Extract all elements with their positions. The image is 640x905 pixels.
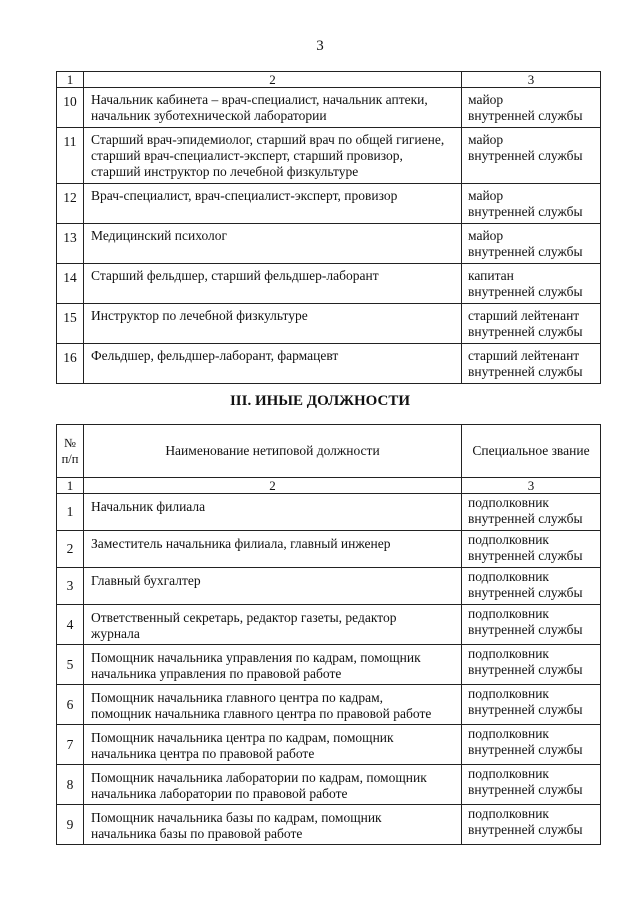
rank-line: майор <box>468 92 504 107</box>
row-number: 14 <box>57 264 84 304</box>
position-name-line: Помощник начальника центра по кадрам, помощник <box>91 730 394 745</box>
special-rank <box>462 568 601 605</box>
position-name <box>84 184 462 224</box>
position-name-line: начальник зуботехнической лаборатории <box>91 108 327 123</box>
row-number: 16 <box>57 344 84 384</box>
rank-line: подполковник <box>468 569 549 584</box>
special-rank <box>462 344 601 384</box>
position-name <box>84 765 462 805</box>
position-name-line: Помощник начальника базы по кадрам, помощник <box>91 810 382 825</box>
row-number: 2 <box>57 531 84 568</box>
position-name-line: Ответственный секретарь, редактор газеты, редактор <box>91 610 397 625</box>
row-number: 6 <box>57 685 84 725</box>
special-rank <box>462 88 601 128</box>
position-name-line: Врач-специалист, врач-специалист-эксперт, провизор <box>91 188 398 203</box>
column-header-position: Наименование нетиповой должности <box>84 425 462 478</box>
rank-line: майор <box>468 188 504 203</box>
position-name-line: Помощник начальника лаборатории по кадрам, помощник <box>91 770 427 785</box>
position-name-line: Старший фельдшер, старший фельдшер-лаборант <box>91 268 379 283</box>
row-number: 8 <box>57 765 84 805</box>
position-name <box>84 605 462 645</box>
rank-line: подполковник <box>468 686 549 701</box>
position-name-line: начальника лаборатории по правовой работе <box>91 786 348 801</box>
position-name-line: Начальник кабинета – врач-специалист, начальник аптеки, <box>91 92 428 107</box>
table-row <box>57 264 601 304</box>
rank-line: подполковник <box>468 606 549 621</box>
position-name-line: Заместитель начальника филиала, главный инженер <box>91 536 391 551</box>
rank-line: подполковник <box>468 766 549 781</box>
position-name-line: журнала <box>91 626 140 641</box>
table-row <box>57 531 601 568</box>
position-name <box>84 531 462 568</box>
column-number: 2 <box>84 72 462 88</box>
column-number: 3 <box>462 72 601 88</box>
row-number: 15 <box>57 304 84 344</box>
rank-line: внутренней службы <box>468 662 583 677</box>
ranks-table-continued <box>56 71 601 384</box>
position-name <box>84 88 462 128</box>
row-number: 9 <box>57 805 84 845</box>
column-number: 3 <box>462 478 601 494</box>
table-row <box>57 765 601 805</box>
row-number: 12 <box>57 184 84 224</box>
position-name-line: Медицинский психолог <box>91 228 228 243</box>
column-header-row <box>57 425 601 478</box>
rank-line: внутренней службы <box>468 822 583 837</box>
row-number: 3 <box>57 568 84 605</box>
position-name-line: Инструктор по лечебной физкультуре <box>91 308 308 323</box>
table-row <box>57 304 601 344</box>
table-row <box>57 344 601 384</box>
special-rank <box>462 264 601 304</box>
rank-line: внутренней службы <box>468 742 583 757</box>
table-row <box>57 605 601 645</box>
position-name-line: Помощник начальника главного центра по кадрам, <box>91 690 384 705</box>
rank-line: подполковник <box>468 806 549 821</box>
rank-line: старший лейтенант <box>468 348 580 363</box>
header-line: № <box>64 436 76 450</box>
rank-line: внутренней службы <box>468 324 583 339</box>
rank-line: внутренней службы <box>468 622 583 637</box>
rank-line: майор <box>468 228 504 243</box>
rank-line: внутренней службы <box>468 148 583 163</box>
column-number: 1 <box>57 72 84 88</box>
position-name-line: Старший врач-эпидемиолог, старший врач по общей гигиене, <box>91 132 445 147</box>
position-name <box>84 344 462 384</box>
column-number: 2 <box>84 478 462 494</box>
table-row <box>57 88 601 128</box>
header-line: п/п <box>61 452 79 466</box>
column-header-number <box>57 425 84 478</box>
special-rank <box>462 685 601 725</box>
table-row <box>57 224 601 264</box>
special-rank <box>462 304 601 344</box>
rank-line: внутренней службы <box>468 204 583 219</box>
rank-line: внутренней службы <box>468 702 583 717</box>
position-name <box>84 685 462 725</box>
rank-line: подполковник <box>468 726 549 741</box>
rank-line: капитан <box>468 268 514 283</box>
special-rank <box>462 645 601 685</box>
position-name-line: Помощник начальника управления по кадрам, помощник <box>91 650 421 665</box>
row-number: 4 <box>57 605 84 645</box>
row-number: 1 <box>57 494 84 531</box>
table-row <box>57 805 601 845</box>
column-header-rank: Специальное звание <box>462 425 601 478</box>
position-name-line: старший инструктор по лечебной физкультуре <box>91 164 359 179</box>
position-name-line: начальника базы по правовой работе <box>91 826 303 841</box>
special-rank <box>462 531 601 568</box>
row-number: 5 <box>57 645 84 685</box>
rank-line: внутренней службы <box>468 782 583 797</box>
row-number: 11 <box>57 128 84 184</box>
special-rank <box>462 725 601 765</box>
page-number: 3 <box>316 38 324 54</box>
rank-line: подполковник <box>468 495 549 510</box>
position-name <box>84 725 462 765</box>
row-number: 10 <box>57 88 84 128</box>
position-name-line: помощник начальника главного центра по правовой работе <box>91 706 432 721</box>
position-name <box>84 128 462 184</box>
table-row <box>57 685 601 725</box>
rank-line: старший лейтенант <box>468 308 580 323</box>
table-row <box>57 184 601 224</box>
rank-line: внутренней службы <box>468 364 583 379</box>
special-rank <box>462 224 601 264</box>
position-name-line: Фельдшер, фельдшер-лаборант, фармацевт <box>91 348 339 363</box>
rank-line: подполковник <box>468 532 549 547</box>
position-name-line: начальника центра по правовой работе <box>91 746 315 761</box>
table-row <box>57 494 601 531</box>
rank-line: внутренней службы <box>468 548 583 563</box>
position-name <box>84 645 462 685</box>
column-number-row <box>57 478 601 494</box>
rank-line: внутренней службы <box>468 585 583 600</box>
position-name-line: Главный бухгалтер <box>91 573 201 588</box>
table-row <box>57 725 601 765</box>
position-name <box>84 224 462 264</box>
row-number: 7 <box>57 725 84 765</box>
row-number: 13 <box>57 224 84 264</box>
rank-line: майор <box>468 132 504 147</box>
rank-line: внутренней службы <box>468 511 583 526</box>
special-rank <box>462 805 601 845</box>
position-name <box>84 264 462 304</box>
position-name-line: Начальник филиала <box>91 499 206 514</box>
position-name-line: начальника управления по правовой работе <box>91 666 342 681</box>
rank-line: внутренней службы <box>468 108 583 123</box>
other-positions-table <box>56 424 601 845</box>
position-name-line: старший врач-специалист-эксперт, старший провизор, <box>91 148 403 163</box>
table-row <box>57 568 601 605</box>
table-row <box>57 128 601 184</box>
table-row <box>57 645 601 685</box>
special-rank <box>462 128 601 184</box>
position-name <box>84 805 462 845</box>
special-rank <box>462 184 601 224</box>
special-rank <box>462 765 601 805</box>
special-rank <box>462 605 601 645</box>
column-number: 1 <box>57 478 84 494</box>
rank-line: внутренней службы <box>468 284 583 299</box>
rank-line: внутренней службы <box>468 244 583 259</box>
position-name <box>84 568 462 605</box>
position-name <box>84 304 462 344</box>
section-title: III. ИНЫЕ ДОЛЖНОСТИ <box>229 393 411 409</box>
rank-line: подполковник <box>468 646 549 661</box>
position-name <box>84 494 462 531</box>
column-number-row <box>57 72 601 88</box>
special-rank <box>462 494 601 531</box>
